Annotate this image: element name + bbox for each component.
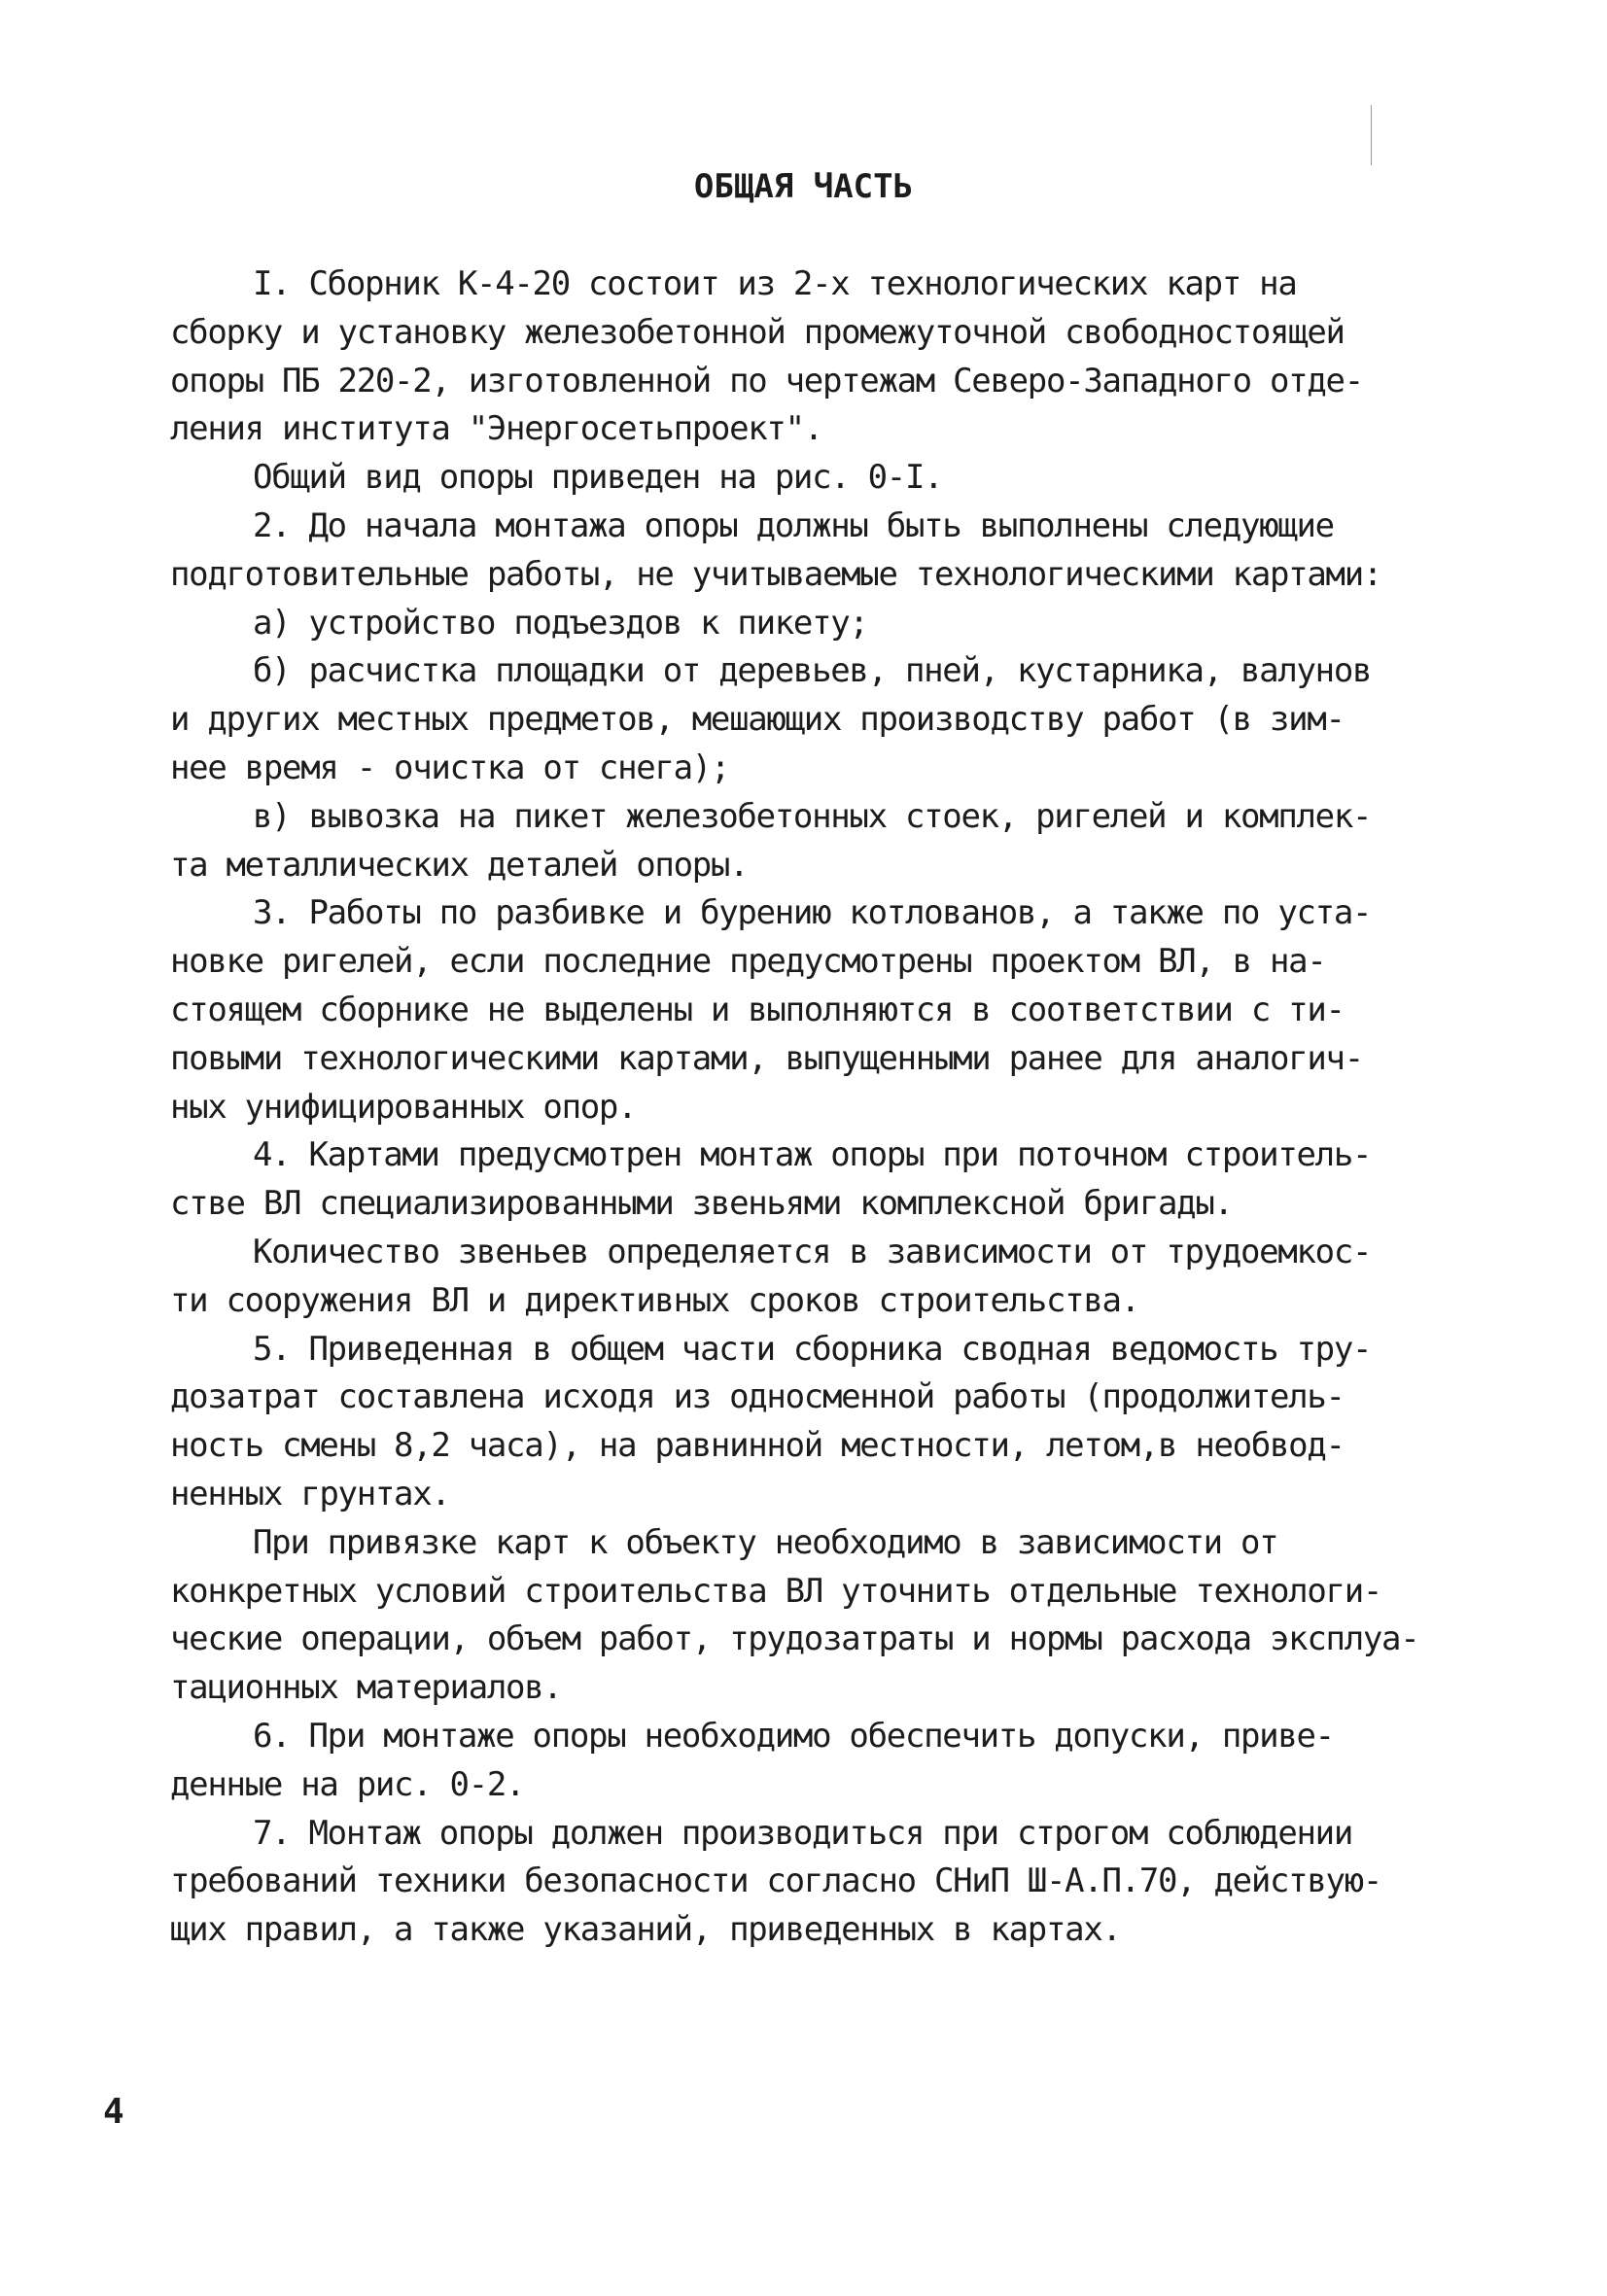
text-line: тационных материалов. (170, 1668, 562, 1708)
text-line: и других местных предметов, мешающих производству работ (в зим- (170, 700, 1345, 740)
text-line: дозатрат составлена исходя из односменной работы (продолжитель- (170, 1377, 1345, 1417)
text-line: подготовительные работы, не учитываемые технологическими картами: (170, 554, 1382, 594)
text-line: денные на рис. 0-2. (170, 1764, 525, 1804)
text-line: 4. Картами предусмотрен монтаж опоры при поточном строитель- (253, 1135, 1372, 1175)
text-line: При привязке карт к объекту необходимо в зависимости от (253, 1522, 1278, 1562)
section-heading: ОБЩАЯ ЧАСТЬ (693, 167, 914, 206)
margin-mark (1371, 105, 1372, 165)
text-line: ненных грунтах. (170, 1474, 450, 1513)
body-text (170, 261, 1512, 1955)
text-line: стве ВЛ специализированными звеньями комплексной бригады. (170, 1184, 1233, 1224)
text-line: опоры ПБ 220-2, изготовленной по чертежам Северо-Западного отде- (170, 361, 1363, 400)
text-line: требований техники безопасности согласно СНиП Ш-А.П.70, действую- (170, 1861, 1382, 1901)
text-line: щих правил, а также указаний, приведенных в картах. (170, 1910, 1121, 1950)
text-line: а) устройство подъездов к пикету; (253, 603, 868, 643)
text-line: ных унифицированных опор. (170, 1087, 637, 1127)
text-line: I. Сборник К-4-20 состоит из 2-х технологических карт на (253, 264, 1297, 303)
text-line: 6. При монтаже опоры необходимо обеспечить допуски, приве- (253, 1716, 1334, 1756)
text-line: ти сооружения ВЛ и директивных сроков строительства. (170, 1280, 1139, 1320)
text-line: повыми технологическими картами, выпущенными ранее для аналогич- (170, 1038, 1363, 1078)
text-line: сборку и установку железобетонной промежуточной свободностоящей (170, 312, 1345, 352)
text-line: та металлических деталей опоры. (170, 845, 749, 885)
text-line: ность смены 8,2 часа), на равнинной местности, летом,в необвод- (170, 1426, 1345, 1466)
text-line: конкретных условий строительства ВЛ уточнить отдельные технологи- (170, 1571, 1382, 1611)
text-line: Количество звеньев определяется в зависимости от трудоемкос- (253, 1232, 1372, 1271)
text-line: стоящем сборнике не выделены и выполняются в соответствии с ти- (170, 990, 1345, 1029)
page-number: 4 (103, 2092, 124, 2132)
text-line: ческие операции, объем работ, трудозатраты и нормы расхода эксплуа- (170, 1619, 1419, 1659)
text-line: б) расчистка площадки от деревьев, пней, кустарника, валунов (253, 651, 1372, 691)
text-line: 2. До начала монтажа опоры должны быть выполнены следующие (253, 505, 1334, 545)
text-line: нее время - очистка от снега); (170, 748, 730, 787)
text-line: 7. Монтаж опоры должен производиться при строгом соблюдении (253, 1813, 1353, 1853)
text-line: в) вывозка на пикет железобетонных стоек, ригелей и комплек- (253, 796, 1372, 836)
text-line: ления института "Энергосетьпроект". (170, 409, 822, 449)
text-line: новке ригелей, если последние предусмотрены проектом ВЛ, в на- (170, 942, 1326, 982)
text-line: 3. Работы по разбивке и бурению котлованов, а также по уста- (253, 893, 1372, 933)
text-line: 5. Приведенная в общем части сборника сводная ведомость тру- (253, 1329, 1372, 1369)
text-line: Общий вид опоры приведен на рис. 0-I. (253, 458, 943, 498)
